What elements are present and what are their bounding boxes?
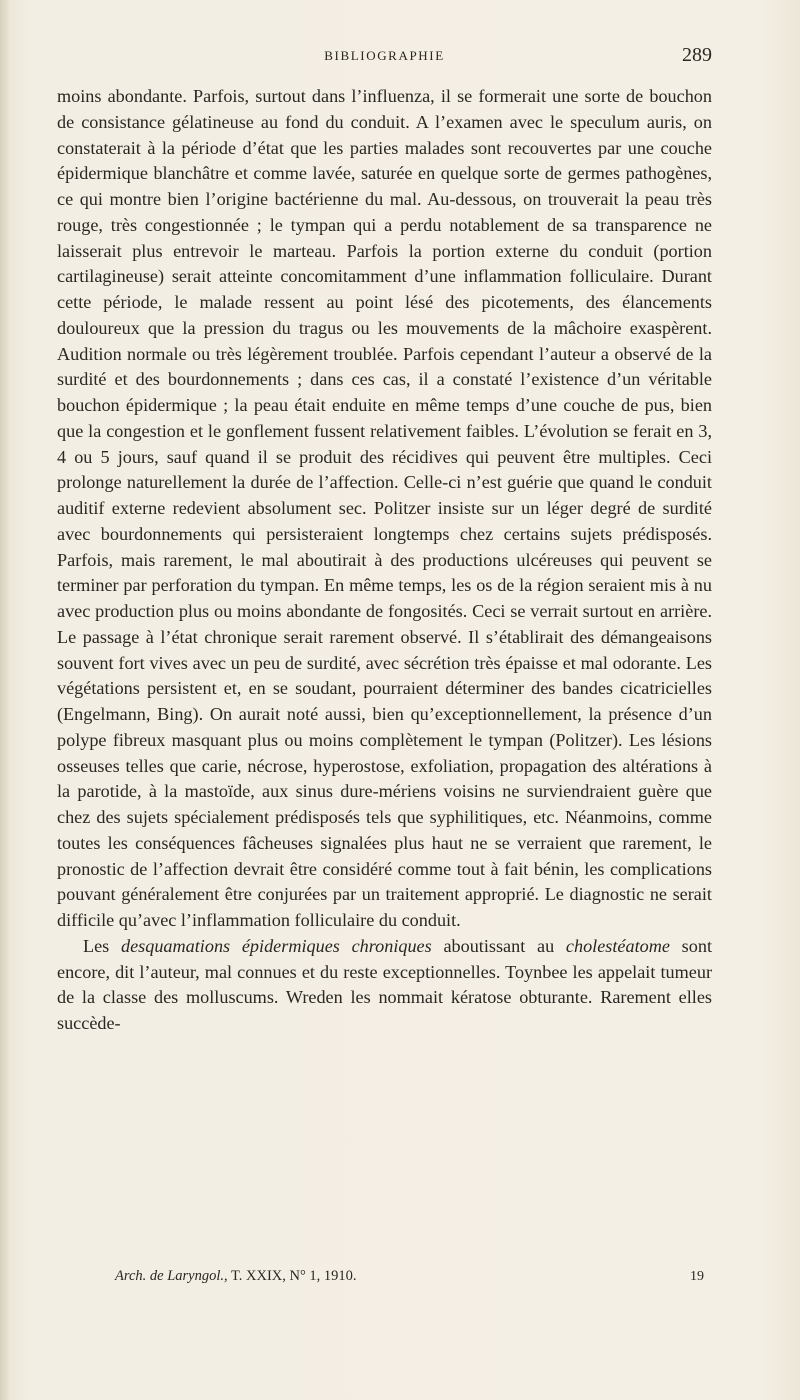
journal-abbreviation: Arch. de Laryngol. [115, 1268, 225, 1284]
page-header [57, 44, 712, 78]
paragraph-text: sont encore, dit l’auteur, mal connues et du reste exceptionnelles. Toynbee les appelait tumeur de la classe des molluscums. Wreden les nommait kératose obturante. Rarement elles succède- [57, 935, 712, 1033]
paragraph-continuation: moins abondante. Parfois, surtout dans l’influenza, il se formerait une sorte de bouchon de consistance gélatineuse au fond du conduit. A l’examen avec le speculum auris, on constaterait à la période d’état que les parties malades sont recouvertes par une couche épidermique blanchâtre et comme lavée, saturée en quelque sorte de germes pathogènes, ce qui montre bien l’origine bactérienne du mal. Au-dessous, on trouverait la peau très rouge, très congestionnée ; le tympan qui a perdu notablement de sa transparence ne laisserait plus entrevoir le marteau. Parfois la portion externe du conduit (portion cartilagineuse) serait atteinte concomitamment d’une inflammation folliculaire. Durant cette période, le malade ressent au point lésé des picotements, des élancements douloureux que la pression du tragus ou les mouvements de la mâchoire exaspèrent. Audition normale ou très légèrement troublée. Parfois cependant l’auteur a observé de la surdité et des bourdonnements ; dans ces cas, il a constaté l’existence d’un véritable bouchon épidermique ; la peau était enduite en même temps d’une couche de pus, bien que la congestion et le gonflement fussent relativement faibles. L’évolution se ferait en 3, 4 ou 5 jours, sauf quand il se produit des récidives qui peuvent être multiples. Ceci prolonge naturellement la durée de l’affection. Celle-ci n’est guérie que quand le conduit auditif externe redevient absolument sec. Politzer insiste sur un léger degré de surdité avec bourdonnements qui persisteraient longtemps chez certains sujets prédisposés. Parfois, mais rarement, le mal aboutirait à des productions ulcéreuses qui peuvent se terminer par perforation du tympan. En même temps, les os de la région seraient mis à nu avec production plus ou moins abondante de fongosités. Ceci se verrait surtout en arrière. Le passage à l’état chronique serait rarement observé. Il s’établirait des démangeaisons souvent fort vives avec un peu de surdité, avec sécrétion très épaisse et mal odorante. Les végétations persistent et, en se soudant, pourraient déterminer des bandes cicatricielles (Engelmann, Bing). On aurait noté aussi, bien qu’exceptionnellement, la présence d’un polype fibreux masquant plus ou moins complètement le tympan (Politzer). Les lésions osseuses telles que carie, nécrose, hyperostose, exfoliation, propagation des altérations à la parotide, à la mastoïde, aux sinus dure-mériens voisins ne surviendraient guère que chez des sujets spécialement prédisposés tels que syphilitiques, etc. Néanmoins, comme toutes les conséquences fâcheuses signalées plus haut ne se verraient que rarement, le pronostic de l’affection devrait être considéré comme tout à fait bénin, les complications pouvant généralement être conjurées par un traitement approprié. Le diagnostic ne serait difficile qu’avec l’inflammation folliculaire du conduit. [57, 86, 712, 930]
page-number: 289 [682, 44, 712, 66]
paragraph-text: aboutissant au [431, 935, 566, 956]
page-footer [57, 1268, 712, 1292]
italic-term: desquamations épidermiques chroniques [121, 935, 432, 956]
page-edge-shadow [0, 0, 10, 1400]
signature-mark: 19 [690, 1269, 704, 1284]
paragraph-text: Les [83, 935, 121, 956]
journal-citation: , T. XXIX, N° 1, 1910. [224, 1268, 357, 1284]
body-text [57, 84, 712, 1037]
journal-reference [115, 1268, 357, 1285]
paragraph-cholesteatome [57, 934, 712, 1037]
running-head: BIBLIOGRAPHIE [324, 48, 445, 63]
italic-term: cholestéatome [565, 935, 670, 956]
